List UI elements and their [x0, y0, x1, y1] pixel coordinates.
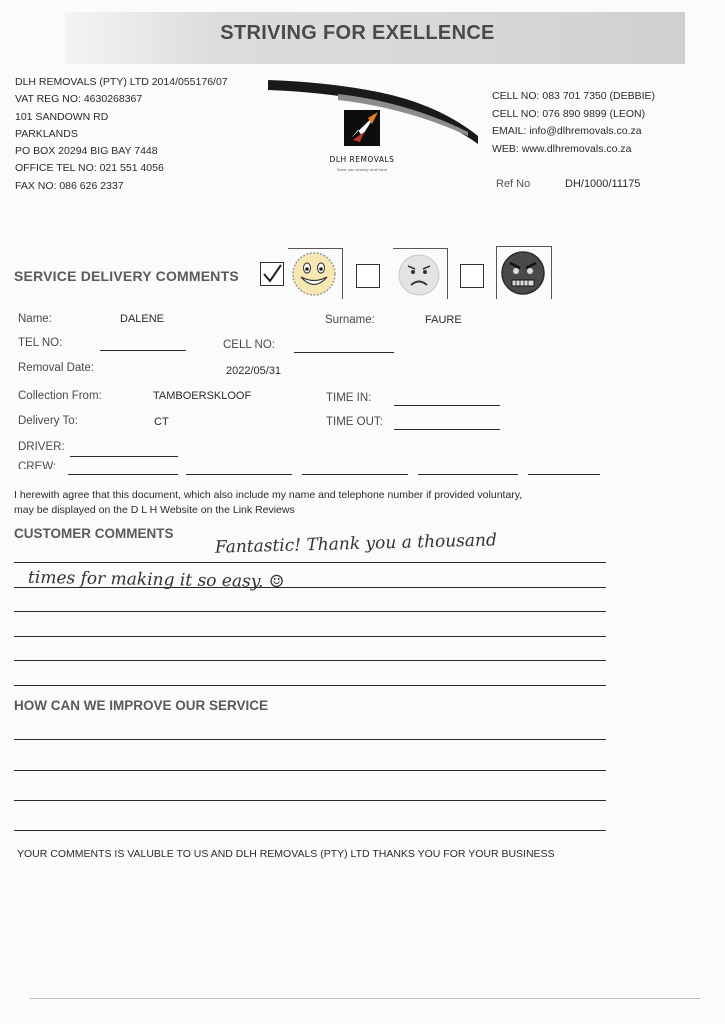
contact-line: CELL NO: 076 890 9899 (LEON) [492, 107, 646, 120]
address-line: DLH REMOVALS (PTY) LTD 2014/055176/07 [15, 76, 228, 88]
comment-line[interactable] [14, 587, 606, 588]
logo-text: DLH REMOVALS [329, 155, 395, 164]
time-in-label: TIME IN: [326, 392, 372, 404]
cell-label: CELL NO: [223, 339, 275, 351]
footer-text: YOUR COMMENTS IS VALUBLE TO US AND DLH REMOVALS (PTY) LTD THANKS YOU FOR YOUR BUSINESS [17, 848, 555, 860]
crew-field-2[interactable] [186, 474, 292, 475]
address-line: FAX NO: 086 626 2337 [15, 179, 124, 192]
tel-field[interactable] [100, 350, 186, 351]
address-line: 101 SANDOWN RD [15, 110, 109, 123]
comment-line[interactable] [14, 636, 606, 637]
removal-date-value[interactable]: 2022/05/31 [226, 365, 282, 377]
contact-line: EMAIL: info@dlhremovals.co.za [492, 125, 642, 138]
collection-value[interactable]: TAMBOERSKLOOF [153, 390, 252, 402]
rating-sad-checkbox[interactable] [356, 264, 380, 288]
contact-line: CELL NO: 083 701 7350 (DEBBIE) [492, 90, 656, 102]
improve-line[interactable] [14, 800, 606, 801]
comment-line[interactable] [14, 660, 606, 661]
sad-face-icon [393, 248, 448, 299]
name-value[interactable]: DALENE [120, 313, 165, 325]
name-label: Name: [18, 313, 52, 325]
page-title: STRIVING FOR EXELLENCE [220, 22, 495, 44]
tel-label: TEL NO: [18, 337, 63, 349]
consent-text [14, 488, 714, 518]
comment-line[interactable] [14, 685, 606, 686]
comment-line[interactable] [14, 611, 606, 612]
improve-title: HOW CAN WE IMPROVE OUR SERVICE [14, 698, 269, 713]
company-address [15, 74, 228, 195]
customer-comments-title: CUSTOMER COMMENTS [14, 526, 174, 541]
angry-face-icon [496, 246, 552, 299]
driver-label: DRIVER: [18, 441, 65, 453]
address-line: PARKLANDS [15, 127, 78, 140]
driver-field[interactable] [70, 456, 178, 457]
rating-happy-checkbox[interactable] [260, 262, 284, 286]
handwritten-comment-line[interactable]: Fantastic! Thank you a thousand [214, 530, 498, 558]
logo-tagline: Save you money and time [337, 167, 387, 172]
happy-face-icon [288, 248, 343, 299]
consent-line: may be displayed on the D L H Website on the Link Reviews [14, 504, 295, 516]
crew-field-1[interactable] [68, 474, 178, 475]
service-delivery-title: SERVICE DELIVERY COMMENTS [14, 268, 239, 284]
contact-line: WEB: www.dlhremovals.co.za [492, 142, 632, 155]
address-line: VAT REG NO: 4630268367 [15, 93, 143, 106]
address-line: OFFICE TEL NO: 021 551 4056 [15, 162, 164, 175]
crew-field-3[interactable] [302, 474, 408, 475]
removal-date-label: Removal Date: [18, 362, 95, 374]
improve-line[interactable] [14, 739, 606, 740]
address-line: PO BOX 20294 BIG BAY 7448 [15, 145, 158, 158]
cell-field[interactable] [294, 352, 394, 353]
company-logo [268, 72, 480, 182]
consent-line: I herewith agree that this document, which also include my name and telephone number if provided voluntary, [14, 489, 523, 501]
rating-angry-checkbox[interactable] [460, 264, 484, 288]
time-out-label: TIME OUT: [326, 416, 383, 428]
time-out-field[interactable] [394, 429, 500, 430]
ref-value: DH/1000/11175 [565, 178, 641, 190]
ref-label: Ref No [496, 178, 531, 190]
delivery-label: Delivery To: [18, 415, 78, 427]
surname-value[interactable]: FAURE [425, 314, 462, 326]
company-contact [492, 88, 655, 158]
improve-line[interactable] [14, 830, 606, 831]
crew-field-4[interactable] [418, 474, 518, 475]
improve-line[interactable] [14, 770, 606, 771]
surname-label: Surname: [325, 314, 375, 326]
crew-label: CREW: [18, 461, 57, 469]
bottom-divider [30, 998, 700, 999]
comment-line[interactable] [14, 562, 606, 563]
delivery-value[interactable]: CT [154, 416, 169, 428]
collection-label: Collection From: [18, 390, 102, 402]
crew-field-5[interactable] [528, 474, 600, 475]
handwritten-comment-line[interactable]: times for making it so easy. ☺ [27, 567, 285, 593]
time-in-field[interactable] [394, 405, 500, 406]
